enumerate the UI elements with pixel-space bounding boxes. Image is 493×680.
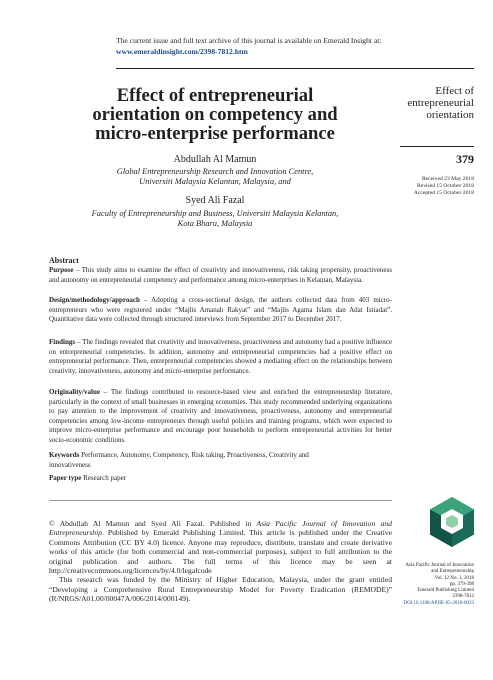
emerald-logo-icon bbox=[430, 497, 474, 552]
abstract-heading: Abstract bbox=[49, 256, 79, 265]
journal-issn: 2398-7812 bbox=[452, 594, 474, 600]
abstract-design bbox=[49, 296, 392, 325]
journal-notice bbox=[116, 36, 446, 57]
journal-info bbox=[400, 563, 474, 607]
affiliation-line: Universiti Malaysia Kelantan, Malaysia, and bbox=[139, 177, 291, 187]
affiliation-line: Faculty of Entrepreneurship and Business, Universiti Malaysia Kelantan, bbox=[91, 209, 339, 218]
affiliation-line: Global Entrepreneurship Research and Innovation Centre, bbox=[116, 167, 314, 176]
journal-name-line: Asia Pacific Journal of Innovation bbox=[405, 563, 474, 568]
author-affiliation bbox=[40, 209, 390, 230]
running-title-line: Effect of bbox=[435, 85, 474, 97]
notice-link[interactable]: www.emeraldinsight.com/2398-7812.htm bbox=[116, 46, 248, 56]
keywords-text: Performance, Autonomy, Competency, Risk taking, Proactiveness, Creativity and innovativeness bbox=[49, 451, 309, 469]
article-title bbox=[40, 86, 390, 143]
copyright-text bbox=[49, 519, 392, 575]
abstract-findings bbox=[49, 338, 392, 376]
journal-doi[interactable]: DOI 10.1108/APJIE-05-2018-0033 bbox=[403, 600, 474, 606]
design-label: Design/methodology/approach bbox=[49, 296, 140, 304]
title-line: orientation on competency and bbox=[92, 104, 338, 125]
page-number: 379 bbox=[456, 152, 474, 166]
funding-text: This research was funded by the Ministry of Higher Education, Malaysia, under the grant entitled “Developing a Comprehensive Rural Entrepreneurship Model for Poverty Eradication (REMODE)” (R/NRGS/A01.00/00047A/006/2014/000149). bbox=[49, 575, 392, 604]
title-line: Effect of entrepreneurial bbox=[116, 85, 314, 106]
abstract-purpose bbox=[49, 266, 392, 285]
running-title-line: entrepreneurial bbox=[407, 96, 474, 109]
abstract-keywords bbox=[49, 451, 319, 470]
top-divider bbox=[116, 68, 474, 69]
findings-label: Findings bbox=[49, 338, 76, 346]
purpose-label: Purpose bbox=[49, 266, 74, 274]
purpose-text: – This study aims to examine the effect of creativity and innovativeness, risk taking propensity, proactiveness and autonomy on entrepreneurial competency and performance among micro-enterprises in Kelantan, Malaysia. bbox=[49, 266, 392, 284]
abstract-paper-type bbox=[49, 474, 392, 484]
copyright-plain: © Abdullah Al Mamun and Syed Ali Fazal. Published in bbox=[49, 519, 257, 528]
journal-publisher: Emerald Publishing Limited bbox=[417, 588, 474, 594]
journal-name-line: and Entrepreneurship bbox=[431, 569, 474, 575]
running-title-line: orientation bbox=[426, 108, 474, 121]
copyright-rest: . Published by Emerald Publishing Limited. This article is published under the Creative Commons Attribution (CC BY 4.0) licence. Anyone may reproduce, distribute, translate and create derivative works of this article (for both commercial and non-commercial purposes), subject to full attribution to the original publication and authors. The full terms of this licence may be seen at http://creativecommons.org/licences/by/4.0/legalcode bbox=[49, 528, 392, 576]
author-affiliation bbox=[40, 167, 390, 188]
running-title bbox=[396, 86, 474, 121]
accepted-date: Accepted 15 October 2018 bbox=[413, 190, 474, 197]
received-date: Received 23 May 2018 bbox=[421, 176, 474, 182]
keywords-label: Keywords bbox=[49, 451, 80, 459]
author-name: Abdullah Al Mamun bbox=[173, 154, 257, 165]
findings-text: – The findings revealed that creativity and innovativeness, proactiveness and autonomy had a positive influence on entrepreneurial competencies. In addition, autonomy and entrepreneurial competencies had a positive effect on entrepreneurial performance. Then, entrepreneurial competencies showed a mediating effect on the relationships between creativity, innovativeness, autonomy and micro-enterprise performance. bbox=[49, 338, 392, 375]
paper-type-label: Paper type bbox=[49, 474, 82, 482]
paper-type-text: Research paper bbox=[81, 474, 127, 482]
abstract-originality bbox=[49, 388, 392, 446]
journal-volume: Vol. 12 No. 3, 2018 bbox=[434, 575, 474, 581]
license-divider bbox=[49, 500, 392, 501]
notice-text: The current issue and full text archive of this journal is available on Emerald Insight at: bbox=[116, 36, 382, 45]
license-block bbox=[49, 519, 392, 604]
sidebar-divider bbox=[400, 146, 474, 147]
copyright-journal: Asia Pacific Journal of Innovation and Entrepreneurship bbox=[49, 519, 392, 538]
emerald-logo-svg bbox=[430, 497, 474, 547]
design-text: – Adopting a cross-sectional design, the authors collected data from 403 micro-entrepreneurs who were registered under “Majlis Amanah Rakyat” and “Majlis Agama Islam dan Adat Istiadat”. Quantitative data were collected through structured interviews from September 2017 to December 2017. bbox=[49, 296, 392, 324]
title-line: micro-enterprise performance bbox=[95, 123, 335, 144]
originality-label: Originality/value bbox=[49, 388, 100, 396]
affiliation-line: Kota Bharu, Malaysia bbox=[177, 219, 253, 229]
journal-pages: pp. 379-398 bbox=[449, 581, 474, 587]
author-name: Syed Ali Fazal bbox=[185, 195, 245, 206]
revised-date: Revised 15 October 2018 bbox=[416, 183, 474, 190]
originality-text: – The findings contributed to resource-based view and enriched the entrepreneurship literature, particularly in the context of small businesses in emerging economies. This study recommended underlying organizations to pay attention to the improvement of creativity and innovativeness, proactiveness, autonomy and entrepreneurial competencies among low-income entrepreneurs through useful policies and training programs, which were expected to improve micro-enterprise performance and encourage poor households to perform entrepreneurial activities for better socio-economic conditions. bbox=[49, 388, 392, 444]
article-dates bbox=[380, 176, 474, 198]
